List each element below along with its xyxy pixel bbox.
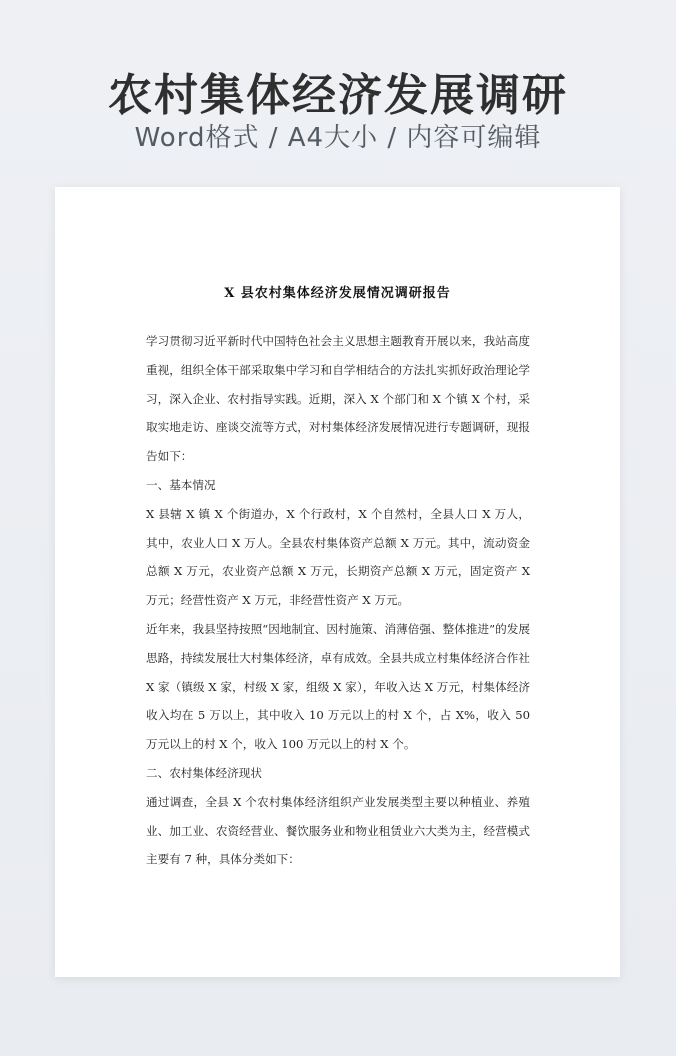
banner-title: 农村集体经济发展调研 xyxy=(108,70,568,121)
document-title: X 县农村集体经济发展情况调研报告 xyxy=(224,286,451,301)
paragraph-basic-stats: X 县辖 X 镇 X 个街道办，X 个行政村，X 个自然村，全县人口 X 万人，其中，农业人口 X 万人。全县农村集体资产总额 X 万元。其中，流动资金总额 X 万元，农业资产总额 X 万元，长期资产总额 X 万元，固定资产 X 万元；经营性资产 X 万元，非经营性资产 X 万元。 xyxy=(146,506,530,608)
document-body xyxy=(146,327,530,874)
section-heading-basic: 一、基本情况 xyxy=(146,477,216,492)
paragraph-intro: 学习贯彻习近平新时代中国特色社会主义思想主题教育开展以来，我站高度重视，组织全体干部采取集中学习和自学相结合的方法扎实抓好政治理论学习，深入企业、农村指导实践。近期，深入 X 个部门和 X 个镇 X 个村，采取实地走访、座谈交流等方式，对村集体经济发展情况进行专题调研，现报告如下： xyxy=(146,334,530,464)
document-page xyxy=(55,187,620,977)
banner-subtitle: Word格式 / A4大小 / 内容可编辑 xyxy=(134,123,542,153)
section-heading-status: 二、农村集体经济现状 xyxy=(146,765,262,780)
paragraph-survey: 通过调查，全县 X 个农村集体经济组织产业发展类型主要以种植业、养殖业、加工业、农资经营业、餐饮服务业和物业租赁业六大类为主，经营模式主要有 7 种，具体分类如下： xyxy=(146,794,530,867)
paragraph-recent-years: 近年来，我县坚持按照“因地制宜、因村施策、消薄倍强、整体推进”的发展思路，持续发展壮大村集体经济，卓有成效。全县共成立村集体经济合作社 X 家（镇级 X 家，村级 X 家，组级 X 家），年收入达 X 万元，村集体经济收入均在 5 万以上，其中收入 10 万元以上的村 X 个，占 X%，收入 50 万元以上的村 X 个，收入 100 万元以上的村 X 个。 xyxy=(146,621,530,752)
